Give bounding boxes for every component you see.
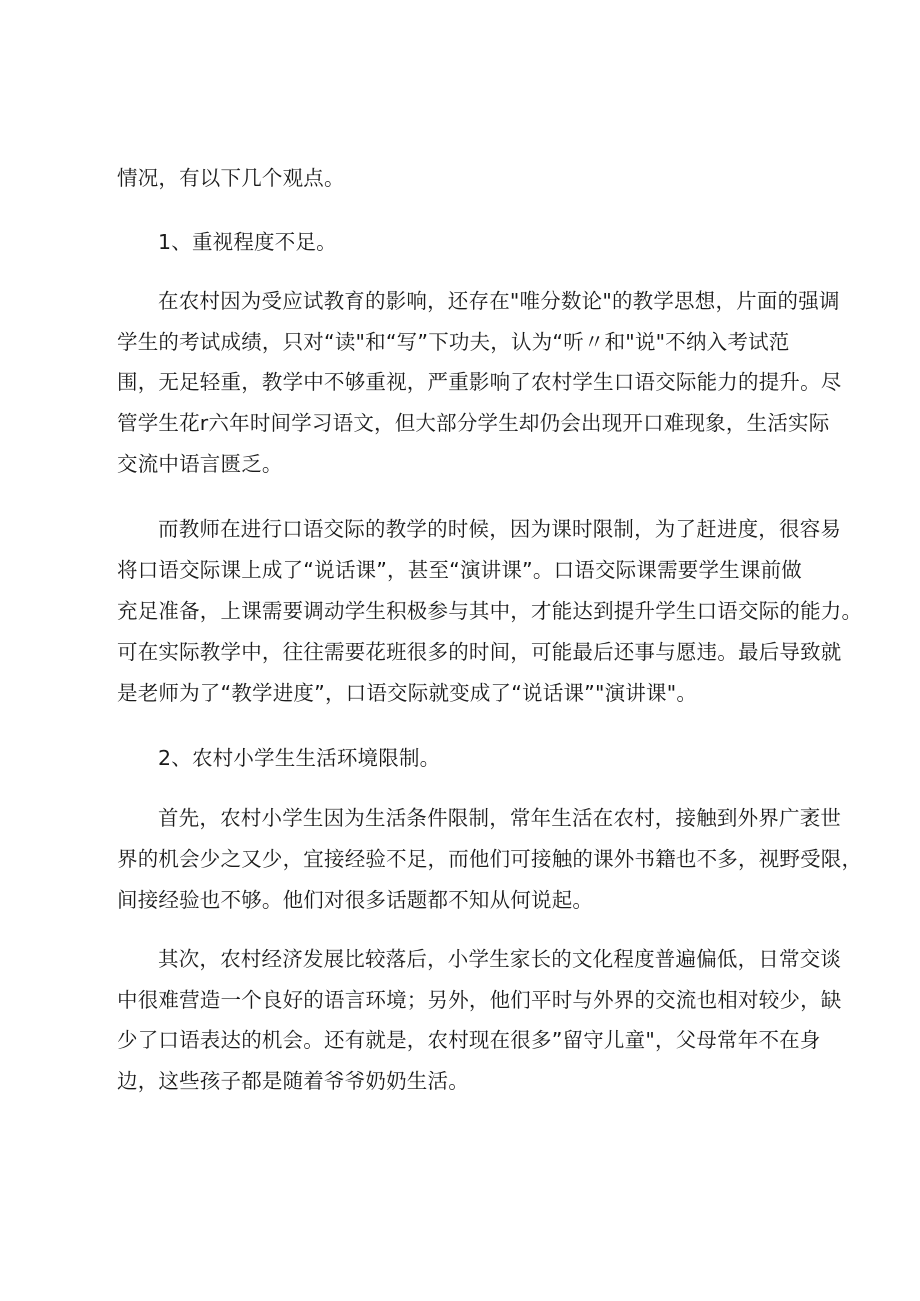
- text-line: 而教师在进行口语交际的教学的时候，因为课时限制，为了赶进度，很容易: [158, 517, 842, 541]
- text-line: 学生的考试成绩，只对“读"和“写”下功夫，认为“听〃和"说"不纳入考试范: [117, 330, 790, 354]
- text-line: 少了口语表达的机会。还有就是，农村现在很多”留守儿童"，父母常年不在身: [117, 1028, 821, 1052]
- text-line: 情况，有以下几个观点。: [117, 166, 345, 190]
- text-line: 交流中语言匮乏。: [117, 452, 283, 476]
- text-line: 界的机会少之又少，宜接经验不足，而他们可接触的课外书籍也不多，视野受限，: [117, 847, 863, 871]
- text-line: 边，这些孩子都是随着爷爷奶奶生活。: [117, 1069, 469, 1093]
- text-line: 其次，农村经济发展比较落后，小学生家长的文化程度普遍偏低，日常交谈: [158, 947, 842, 971]
- text-line: 在农村因为受应试教育的影响，还存在"唯分数论"的教学思想，片面的强调: [158, 289, 840, 313]
- text-line: 管学生花r六年时间学习语文，但大部分学生却仍会出现开口难现象，生活实际: [117, 411, 830, 435]
- section-heading: 1、重视程度不足。: [158, 230, 337, 254]
- text-line: 是老师为了“教学进度”，口语交际就变成了“说话课”"演讲课"。: [117, 681, 698, 705]
- section-heading: 2、农村小学生生活环境限制。: [158, 746, 441, 770]
- text-line: 充足准备，上课需要调动学生积极参与其中，才能达到提升学生口语交际的能力。: [117, 599, 863, 623]
- text-line: 将口语交际课上成了“说话课”，甚至“演讲课”。口语交际课需要学生课前做: [117, 558, 802, 582]
- text-line: 首先，农村小学生因为生活条件限制，常年生活在农村，接触到外界广袤世: [158, 806, 842, 830]
- text-line: 可在实际教学中，往往需要花班很多的时间，可能最后还事与愿违。最后导致就: [117, 640, 842, 664]
- text-line: 间接经验也不够。他们对很多话题都不知从何说起。: [117, 888, 594, 912]
- text-line: 中很难营造一个良好的语言环境；另外，他们平时与外界的交流也相对较少，缺: [117, 988, 842, 1012]
- text-line: 围，无足轻重，教学中不够重视，严重影响了农村学生口语交际能力的提升。尽: [117, 370, 842, 394]
